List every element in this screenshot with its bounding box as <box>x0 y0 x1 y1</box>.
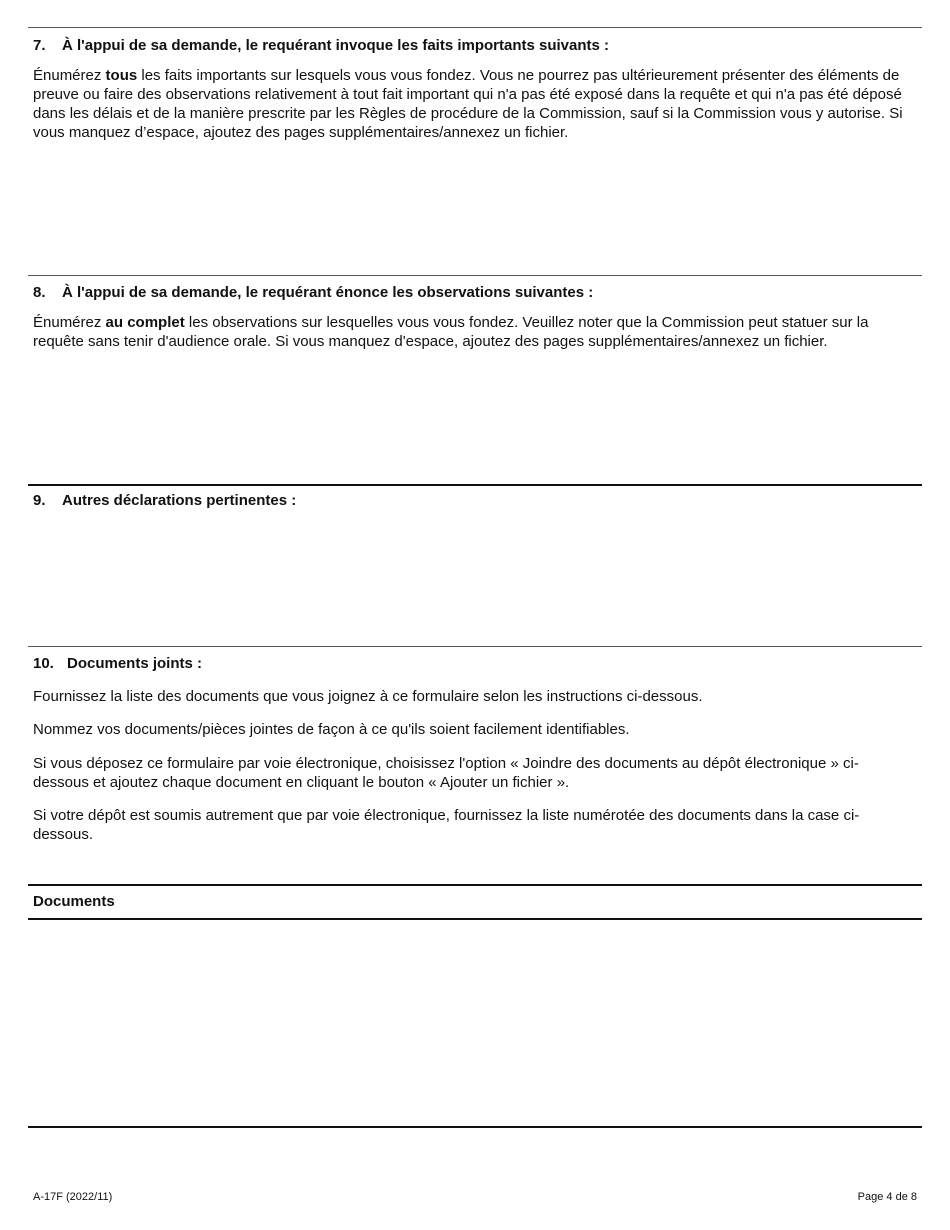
section-10-paragraph-1: Fournissez la liste des documents que vous joignez à ce formulaire selon les instructions ci-dessous. <box>33 688 703 705</box>
section-7-text-bold: tous <box>105 67 138 84</box>
section-7-instructions <box>33 66 918 142</box>
section-9-answer-field[interactable] <box>28 515 922 643</box>
form-code: A-17F (2022/11) <box>33 1191 113 1203</box>
section-8-text-post: les observations sur lesquelles vous vous fondez. Veuillez noter que la Commission peut statuer sur la requête sans tenir d'audience orale. Si vous manquez d'espace, ajoutez des pages supplémentaires/annexez un fichier. <box>33 314 869 350</box>
section-7-heading <box>33 36 609 55</box>
section-8-text-pre: Énumérez <box>33 314 106 331</box>
section-7-number: 7. <box>33 37 46 54</box>
section-9-number: 9. <box>33 492 46 509</box>
section-7-text-pre: Énumérez <box>33 67 106 84</box>
section-8-title: À l'appui de sa demande, le requérant énonce les observations suivantes : <box>62 284 594 301</box>
section-10-paragraph-2: Nommez vos documents/pièces jointes de façon à ce qu'ils soient facilement identifiables. <box>33 721 630 738</box>
section-10-top-rule <box>28 646 922 647</box>
section-8-number: 8. <box>33 284 46 301</box>
section-8-instructions <box>33 313 918 351</box>
section-7-title: À l'appui de sa demande, le requérant invoque les faits importants suivants : <box>62 37 610 54</box>
page-number: Page 4 de 8 <box>857 1191 917 1203</box>
section-10-heading <box>33 654 202 673</box>
section-10-title: Documents joints : <box>67 655 203 672</box>
documents-list-field[interactable] <box>28 922 922 1124</box>
section-9-top-rule <box>28 484 922 486</box>
documents-bottom-rule <box>28 1126 922 1128</box>
section-10-number: 10. <box>33 655 54 672</box>
section-9-title: Autres déclarations pertinentes : <box>62 492 297 509</box>
section-10-paragraph-3: Si vous déposez ce formulaire par voie électronique, choisissez l'option « Joindre des documents au dépôt électronique » ci-dessous et ajoutez chaque document en cliquant le bouton « Ajouter un fichier ». <box>33 755 859 791</box>
section-8-top-rule <box>28 275 922 276</box>
documents-top-rule <box>28 884 922 886</box>
section-8-answer-field[interactable] <box>28 355 922 480</box>
section-7-top-rule <box>28 27 922 28</box>
section-7-answer-field[interactable] <box>28 145 922 270</box>
section-8-text-bold: au complet <box>105 314 185 331</box>
section-10-paragraph-4: Si votre dépôt est soumis autrement que par voie électronique, fournissez la liste numérotée des documents dans la case ci-dessous. <box>33 807 860 843</box>
section-9-heading <box>33 491 296 510</box>
section-7-text-post: les faits importants sur lesquels vous vous fondez. Vous ne pourrez pas ultérieurement présenter des éléments de preuve ou faire des observations relativement à tout fait important qui n'a pas été exposé dans la requête et qui n'a pas été déposé dans les délais et de la manière prescrite par les Règles de procédure de la Commission, sauf si la Commission vous y autorise. Si vous manquez d’espace, ajoutez des pages supplémentaires/annexez un fichier. <box>33 67 903 141</box>
documents-header-rule <box>28 918 922 920</box>
documents-label: Documents <box>33 893 115 910</box>
section-8-heading <box>33 283 593 302</box>
